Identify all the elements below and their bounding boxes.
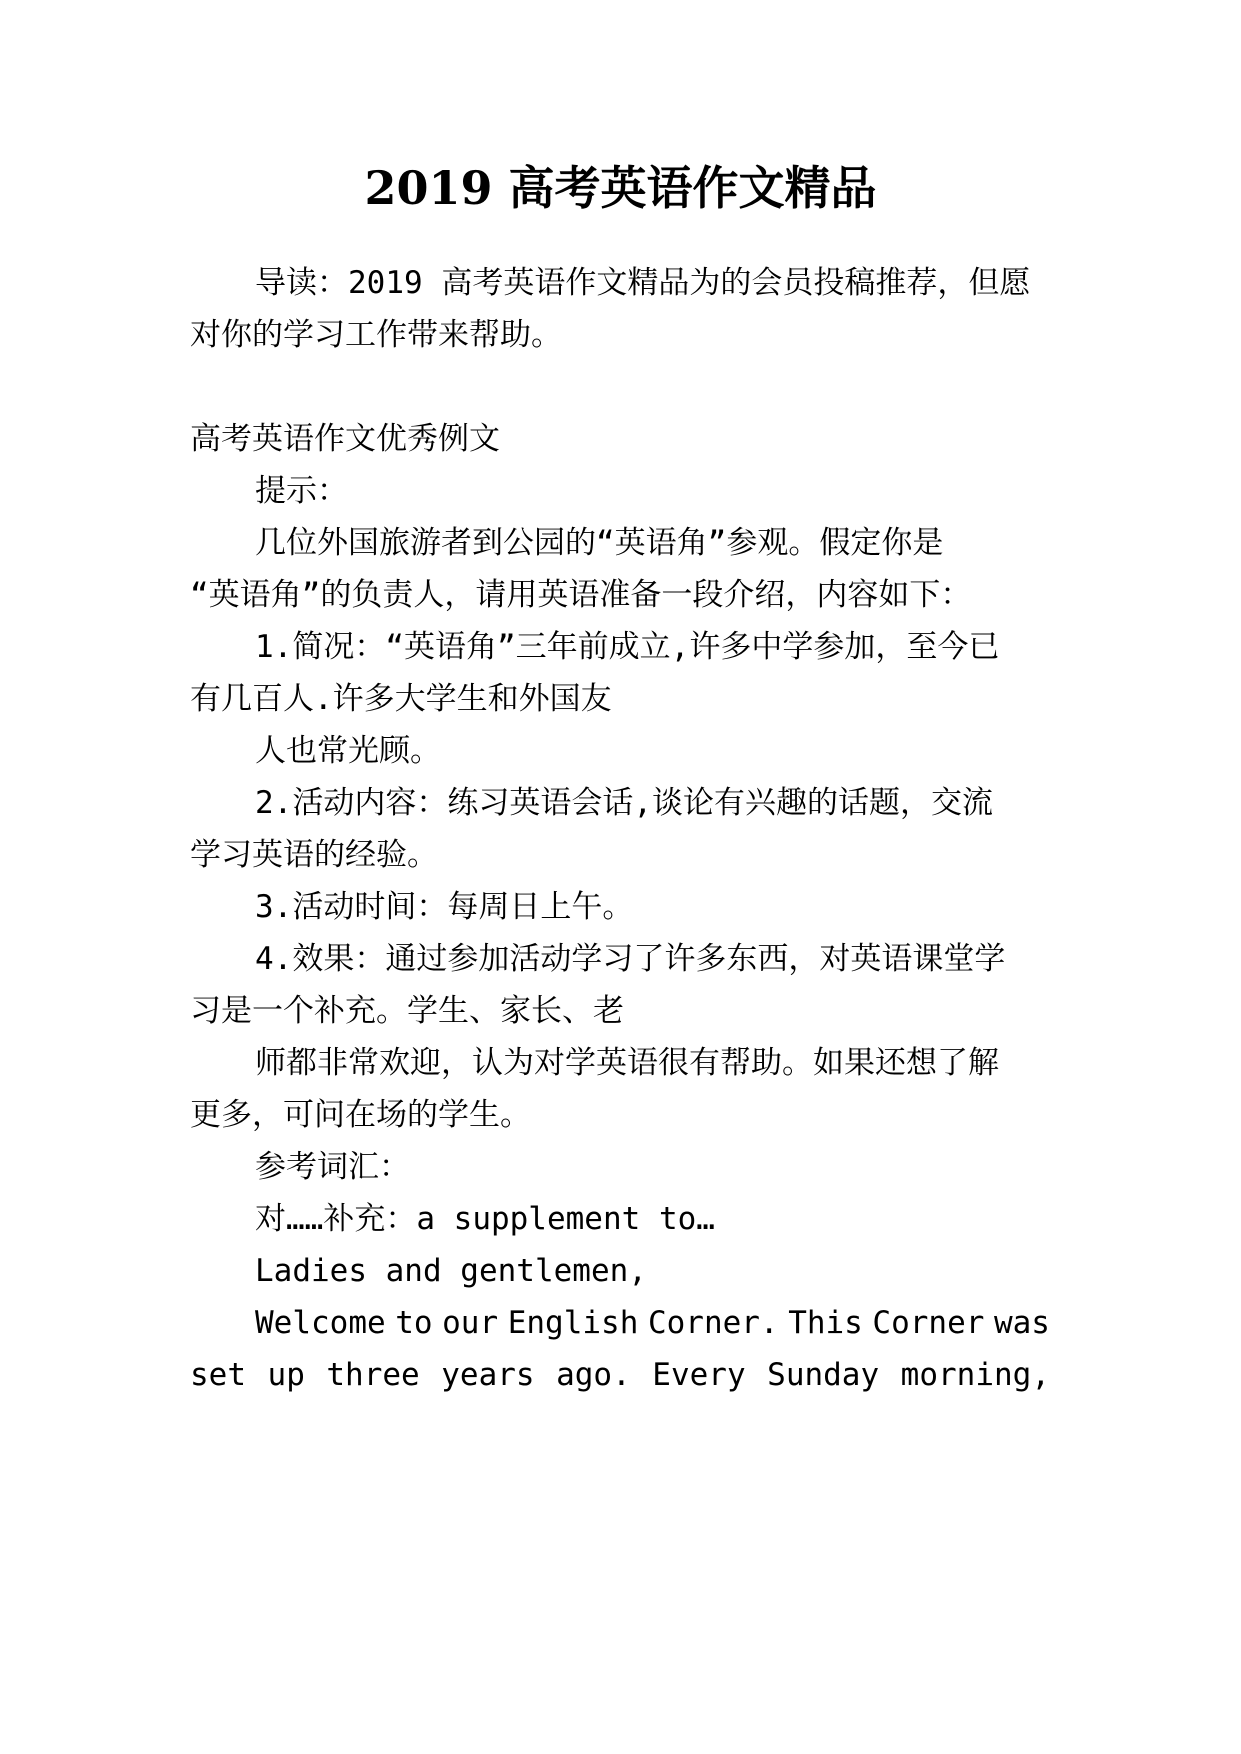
- essay-word: Welcome: [255, 1305, 386, 1341]
- essay-word: Sunday: [767, 1357, 880, 1393]
- item-3-line-1: 3.活动时间：每周日上午。: [255, 889, 634, 925]
- essay-word: up: [267, 1357, 305, 1393]
- item-4-line-3: 师都非常欢迎，认为对学英语很有帮助。如果还想了解: [255, 1045, 999, 1081]
- essay-word: Corner: [872, 1305, 985, 1341]
- document-title: 2019 高考英语作文精品: [364, 161, 877, 215]
- section-heading: 高考英语作文优秀例文: [190, 421, 500, 457]
- essay-word: English: [507, 1305, 639, 1341]
- essay-line-2: [190, 1354, 1050, 1396]
- prompt-label: 提示：: [255, 473, 348, 509]
- essay-word: three: [326, 1357, 420, 1393]
- item-4-line-1: 4.效果：通过参加活动学习了许多东西，对英语课堂学: [255, 941, 1006, 977]
- essay-word: morning,: [900, 1357, 1050, 1393]
- essay-word: was: [993, 1305, 1050, 1341]
- item-1-line-2: 有几百人.许多大学生和外国友: [190, 681, 612, 717]
- essay-word: set: [190, 1357, 246, 1393]
- essay-word: Corner.: [647, 1305, 779, 1341]
- essay-word: our: [442, 1305, 499, 1341]
- essay-line-1: [255, 1302, 1050, 1344]
- item-1-line-3: 人也常光顾。: [255, 733, 441, 769]
- task-line-1: 几位外国旅游者到公园的“英语角”参观。假定你是: [255, 525, 944, 561]
- essay-word: to: [395, 1305, 433, 1341]
- item-1-line-1: 1.简况：“英语角”三年前成立,许多中学参加，至今已: [255, 629, 1000, 665]
- item-4-line-2: 习是一个补充。学生、家长、老: [190, 993, 624, 1029]
- task-line-2: “英语角”的负责人，请用英语准备一段介绍，内容如下：: [190, 577, 972, 613]
- vocab-label: 参考词汇：: [255, 1149, 410, 1185]
- essay-greeting: Ladies and gentlemen,: [255, 1253, 647, 1289]
- item-4-line-4: 更多，可问在场的学生。: [190, 1097, 531, 1133]
- vocab-item: 对……补充：a supplement to…: [255, 1201, 715, 1237]
- essay-word: Every: [652, 1357, 746, 1393]
- item-2-line-2: 学习英语的经验。: [190, 837, 438, 873]
- essay-word: ago.: [556, 1357, 631, 1393]
- essay-word: years: [441, 1357, 535, 1393]
- item-2-line-1: 2.活动内容：练习英语会话,谈论有兴趣的话题，交流: [255, 785, 993, 821]
- intro-line-1: 导读：2019 高考英语作文精品为的会员投稿推荐，但愿: [255, 265, 1031, 301]
- essay-word: This: [788, 1305, 863, 1341]
- intro-line-2: 对你的学习工作带来帮助。: [190, 317, 562, 353]
